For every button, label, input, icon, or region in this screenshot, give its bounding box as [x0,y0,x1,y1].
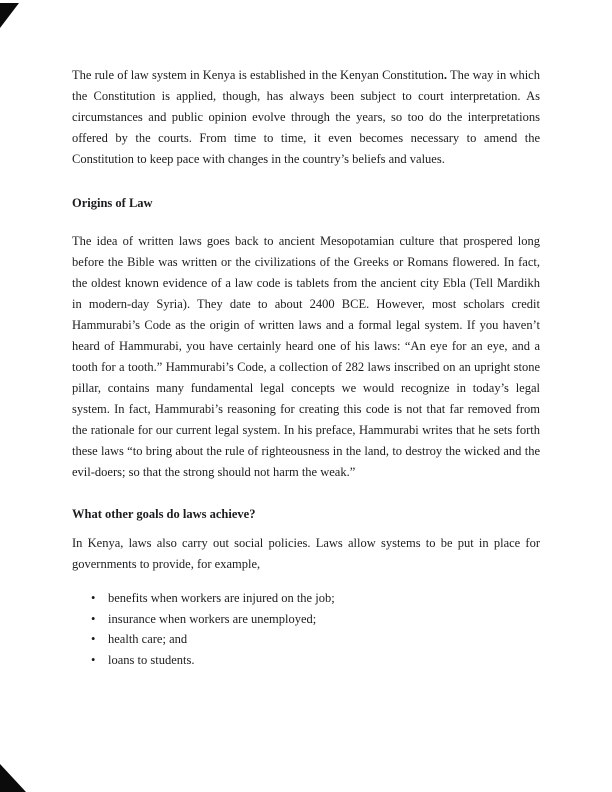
bullet-item-benefits: • benefits when workers are injured on the job; [72,588,540,609]
scan-artifact-top-left-icon [0,3,19,28]
paragraph-origins-body: The idea of written laws goes back to ancient Mesopotamian culture that prospered long before the Bible was written or the civilizations of the Greeks or Romans flowered. In fact, the oldest known evidence of a law code is tablets from the ancient city Ebla (Tell Mardikh in modern-day Syria). They date to about 2400 BCE. However, most scholars credit Hammurabi’s Code as the origin of written laws and a formal legal system. If you haven’t heard of Hammurabi, you have certainly heard one of his laws: “An eye for an eye, and a tooth for a tooth.” Hammurabi’s Code, a collection of 282 laws inscribed on an upright stone pillar, contains many fundamental legal concepts we would recognize in today’s legal system. In fact, Hammurabi’s reasoning for creating this code is not that far removed from the rationale for our current legal system. In his preface, Hammurabi writes that he sets forth these laws “to bring about the rule of righteousness in the land, to destroy the wicked and the evil-doers; so that the strong should not harm the weak.” [72,234,540,479]
heading-origins-of-law: Origins of Law [72,196,153,210]
intro-rest-text: The way in which the Constitution is applied, though, has always been subject to court interpretation. As circumstances and public opinion evolve through the years, so too do the interpretations offered by the courts. From time to time, it even becomes necessary to amend the Constitution to keep pace with changes in the country’s beliefs and values. [72,68,540,166]
intro-bold-period: . [443,68,448,82]
heading-other-goals: What other goals do laws achieve? [72,507,256,521]
bullet-item-health-care: • health care; and [72,629,540,650]
paragraph-social-policies: In Kenya, laws also carry out social policies. Laws allow systems to be put in place for governments to provide, for example, [72,536,540,571]
intro-lead-text: The rule of law system in Kenya is established in the Kenyan Constitution [72,68,444,82]
scan-artifact-bottom-left-icon [0,764,26,792]
bullet-item-insurance: • insurance when workers are unemployed; [72,609,540,630]
goals-bullet-list [72,588,540,671]
bullet-item-student-loans: • loans to students. [72,650,540,671]
document-body [72,65,540,671]
paragraph-intro [72,65,540,170]
